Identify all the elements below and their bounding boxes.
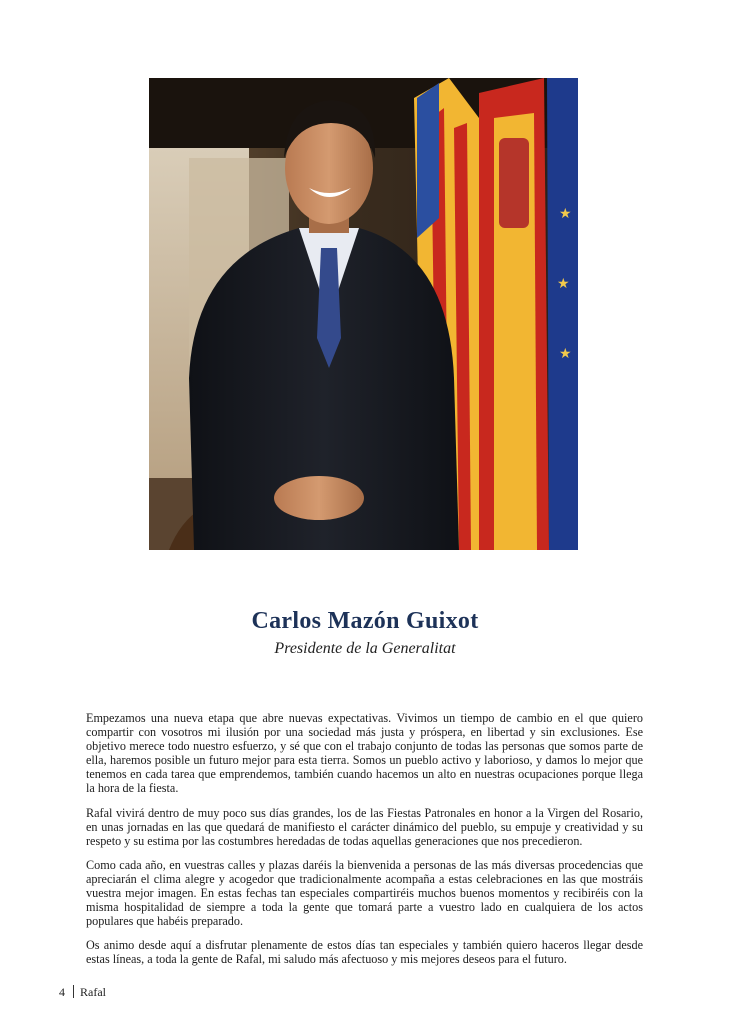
person-role: Presidente de la Generalitat bbox=[274, 640, 456, 657]
portrait-illustration bbox=[149, 78, 578, 550]
paragraph-1: Empezamos una nueva etapa que abre nuevas expectativas. Vivimos un tiempo de cambio en el que quiero compartir con vosotros mi ilusión por una sociedad más justa y próspera, en libertad y sin exclusiones. Ese objetivo merece todo nuestro esfuerzo, y sé que con el trabajo conjunto de todas las personas que somos parte de ella, haremos posible un futuro mejor para esta tierra. Somos un pueblo activo y laborioso, y damos lo mejor que tenemos en cada tarea que emprendemos, también cuando hacemos un alto en nuestras ocupaciones porque llega la hora de la fiesta. bbox=[86, 711, 643, 796]
paragraph-2: Rafal vivirá dentro de muy poco sus días grandes, los de las Fiestas Patronales en honor a la Virgen del Rosario, en unas jornadas en las que quedará de manifiesto el carácter dinámico del pueblo, su empuje y creatividad y su respeto y su estima por las costumbres heredadas de todas aquellas generaciones que nos precedieron. bbox=[86, 805, 643, 848]
footer-divider bbox=[73, 985, 74, 998]
svg-text:★: ★ bbox=[559, 206, 572, 222]
paragraph-4: Os animo desde aquí a disfrutar plenamente de estos días tan especiales y también quiero haceros llegar desde estas líneas, a toda la gente de Rafal, mi saludo más afectuoso y mis mejores deseos para el futuro. bbox=[86, 938, 643, 967]
page-number: 4 bbox=[59, 985, 65, 999]
portrait-photo bbox=[149, 78, 578, 550]
hands bbox=[274, 476, 364, 520]
page-footer bbox=[59, 985, 106, 1000]
svg-text:★: ★ bbox=[559, 346, 572, 362]
publication-name: Rafal bbox=[80, 985, 106, 999]
eu-flag bbox=[547, 78, 578, 550]
coat-of-arms bbox=[499, 138, 529, 228]
svg-text:★: ★ bbox=[557, 276, 570, 292]
letter-body bbox=[86, 711, 643, 977]
person-name: Carlos Mazón Guixot bbox=[251, 608, 479, 634]
paragraph-3: Como cada año, en vuestras calles y plazas daréis la bienvenida a personas de las más diversas procedencias que apreciarán el clima alegre y acogedor que tradicionalmente acompaña a estas celebraciones en las que mostráis vuestra mejor imagen. En estas fechas tan especiales compartiréis muchos buenos momentos y recibiréis con la misma hospitalidad de siempre a toda la gente que tomará parte a vuestro lado en cualquiera de los actos populares que habéis preparado. bbox=[86, 857, 643, 929]
